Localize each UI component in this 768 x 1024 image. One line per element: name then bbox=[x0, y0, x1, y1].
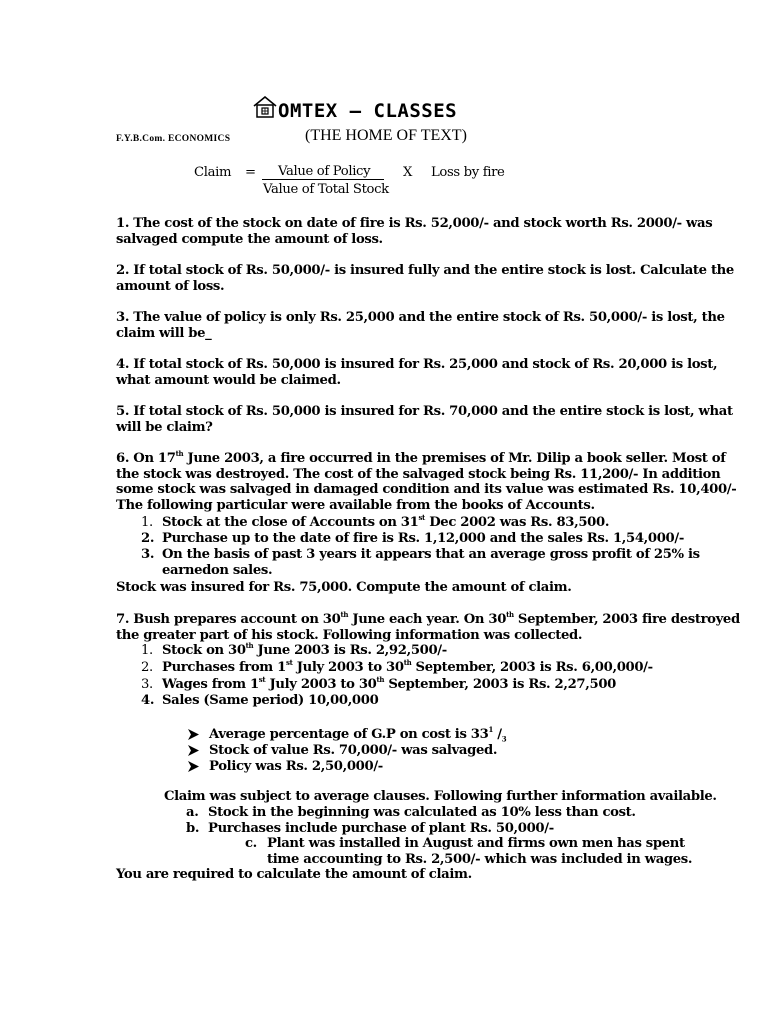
q7-clause: Claim was subject to average clauses. Following further information available. bbox=[164, 789, 717, 804]
formula-numerator: Value of Policy bbox=[262, 165, 384, 180]
q7-item-3: 3. Wages from 1st July 2003 to 30th September, 2003 is Rs. 2,27,500 bbox=[141, 675, 616, 692]
q5-line-2: will be claim? bbox=[116, 419, 213, 435]
q6-line-1: 6. On 17th June 2003, a fire occurred in the premises of Mr. Dilip a book seller. Most of bbox=[116, 449, 726, 466]
q5-line-1: 5. If total stock of Rs. 50,000 is insured for Rs. 70,000 and the entire stock is lost, what bbox=[116, 404, 733, 419]
brand-title: OMTEX – CLASSES bbox=[278, 100, 458, 122]
question-1 bbox=[116, 216, 713, 247]
q7-line-2: the greater part of his stock. Following information was collected. bbox=[116, 627, 583, 643]
q6-line-2: the stock was destroyed. The cost of the salvaged stock being Rs. 11,200/- In addition bbox=[116, 466, 721, 482]
q6-item-1: 1. Stock at the close of Accounts on 31st Dec 2002 was Rs. 83,500. bbox=[141, 513, 610, 530]
question-3 bbox=[116, 310, 725, 341]
arrowhead-bullet-icon bbox=[188, 745, 199, 756]
house-icon bbox=[253, 96, 277, 118]
q7-sub-item-a: a. Stock in the beginning was calculated as 10% less than cost. bbox=[186, 805, 636, 820]
question-6 bbox=[116, 449, 737, 513]
formula-lhs: Claim bbox=[194, 165, 232, 180]
q2-line-2: amount of loss. bbox=[116, 278, 225, 294]
q1-line-1: 1. The cost of the stock on date of fire is Rs. 52,000/- and stock worth Rs. 2000/- was bbox=[116, 216, 713, 231]
q1-line-2: salvaged compute the amount of loss. bbox=[116, 231, 383, 247]
question-7 bbox=[116, 610, 740, 643]
q3-line-1: 3. The value of policy is only Rs. 25,000 and the entire stock of Rs. 50,000/- is lost, the bbox=[116, 310, 725, 325]
q7-sub-item-c: c. Plant was installed in August and firms own men has spent bbox=[245, 836, 685, 851]
q7-item-2: 2. Purchases from 1st July 2003 to 30th September, 2003 is Rs. 6,00,000/- bbox=[141, 658, 653, 675]
q6-item-3-continued: earnedon sales. bbox=[162, 563, 273, 578]
formula-loss: Loss by fire bbox=[431, 165, 505, 180]
arrowhead-bullet-icon bbox=[188, 761, 199, 772]
formula-times: X bbox=[403, 165, 413, 180]
q7-sub-item-b: b. Purchases include purchase of plant Rs. 50,000/- bbox=[186, 821, 554, 836]
q7-sub-item-c-continued: time accounting to Rs. 2,500/- which was included in wages. bbox=[267, 852, 693, 867]
question-2 bbox=[116, 263, 734, 294]
q6-footer: Stock was insured for Rs. 75,000. Compute the amount of claim. bbox=[116, 580, 572, 595]
q4-line-1: 4. If total stock of Rs. 50,000 is insured for Rs. 25,000 and stock of Rs. 20,000 is lost, bbox=[116, 357, 718, 372]
q6-item-3: 3. On the basis of past 3 years it appears that an average gross profit of 25% is bbox=[141, 547, 700, 562]
q7-item-4: 4. Sales (Same period) 10,00,000 bbox=[141, 693, 379, 708]
q6-item-2: 2. Purchase up to the date of fire is Rs. 1,12,000 and the sales Rs. 1,54,000/- bbox=[141, 531, 684, 546]
q2-line-1: 2. If total stock of Rs. 50,000/- is insured fully and the entire stock is lost. Calculate the bbox=[116, 263, 734, 278]
course-label: F.Y.B.Com. ECONOMICS bbox=[116, 134, 231, 144]
question-5 bbox=[116, 404, 733, 435]
tagline: (THE HOME OF TEXT) bbox=[305, 127, 467, 144]
arrowhead-bullet-icon bbox=[188, 729, 199, 740]
q7-line-1: 7. Bush prepares account on 30th June each year. On 30th September, 2003 fire destroyed bbox=[116, 610, 740, 627]
q6-line-4: The following particular were available from the books of Accounts. bbox=[116, 497, 595, 513]
q6-line-3: some stock was salvaged in damaged condition and its value was estimated Rs. 10,400/- bbox=[116, 482, 737, 498]
q4-line-2: what amount would be claimed. bbox=[116, 372, 341, 388]
question-4 bbox=[116, 357, 718, 388]
q7-footer: You are required to calculate the amount of claim. bbox=[116, 867, 472, 882]
q7-item-1: 1. Stock on 30th June 2003 is Rs. 2,92,500/- bbox=[141, 641, 447, 658]
q3-line-2: claim will be_ bbox=[116, 325, 212, 341]
formula-denominator: Value of Total Stock bbox=[263, 182, 389, 197]
formula-equals: = bbox=[245, 165, 256, 180]
document-page: OMTEX – CLASSES F.Y.B.Com. ECONOMICS (THE HOME OF TEXT) Claim = Value of Policy X Loss by fire Value of Total Stock 1. The cost of the stock on date of fire is Rs. 52,000/- and stock worth Rs. 2000/- was salvaged compute the amount of loss. 2. If total stock of Rs. 50,000/- is insured fully and the entire stock is lost. Calculate the amount of loss. 3. The value of policy is only Rs. 25,000 and the entire stock of Rs. 50,000/- is lost, the claim will be_ 4. If total stock of Rs. 50,000 is insured for Rs. 25,000 and stock of Rs. 20,000 is lost, what amount would be claimed. 5. If total stock of Rs. 50,000 is insured for Rs. 70,000 and the entire stock is lost, what will be claim? 6. On 17th June 2003, a fire occurred in the premises of Mr. Dilip a book seller. Most of the stock was destroyed. The cost of the salvaged stock being Rs. 11,200/- In addition some stock was salvaged in damaged condition and its value was estimated Rs. 10,400/- The following particular were available from the books of Accounts. 1. Stock at the close of Accounts on 31st Dec 2002 was Rs. 83,500. 2. Purchase up to the date of fire is Rs. 1,12,000 and the sales Rs. 1,54,000/- 3. On the basis of past 3 years it appears that an average gross profit of 25% is earnedon sales. Stock was insured for Rs. 75,000. Compute the amount of claim. 7. Bush prepares account on 30th June each year. On 30th September, 2003 fire destroyed the greater part of his stock. Following information was collected. 1. Stock on 30th June 2003 is Rs. 2,92,500/- 2. Purchases from 1st July 2003 to 30th September, 2003 is Rs. 6,00,000/- 3. Wages from 1st July 2003 to 30th September, 2003 is Rs. 2,27,500 4. Sales (Same period) 10,00,000 Average percentage of G.P on cost is $33^1$ $/_3$ Stock of value Rs. 70,000/- was salvaged. Policy was Rs. 2,50,000/- Claim was subject to average clauses. Following further information available. a. Stock in the beginning was calculated as 10% less than cost. b. Purchases include purchase of plant Rs. 50,000/- c. Plant was installed in August and firms own men has spent time accounting to Rs. 2,500/- which was included in wages. You are required to calculate the amount of claim. bbox=[0, 0, 768, 1024]
